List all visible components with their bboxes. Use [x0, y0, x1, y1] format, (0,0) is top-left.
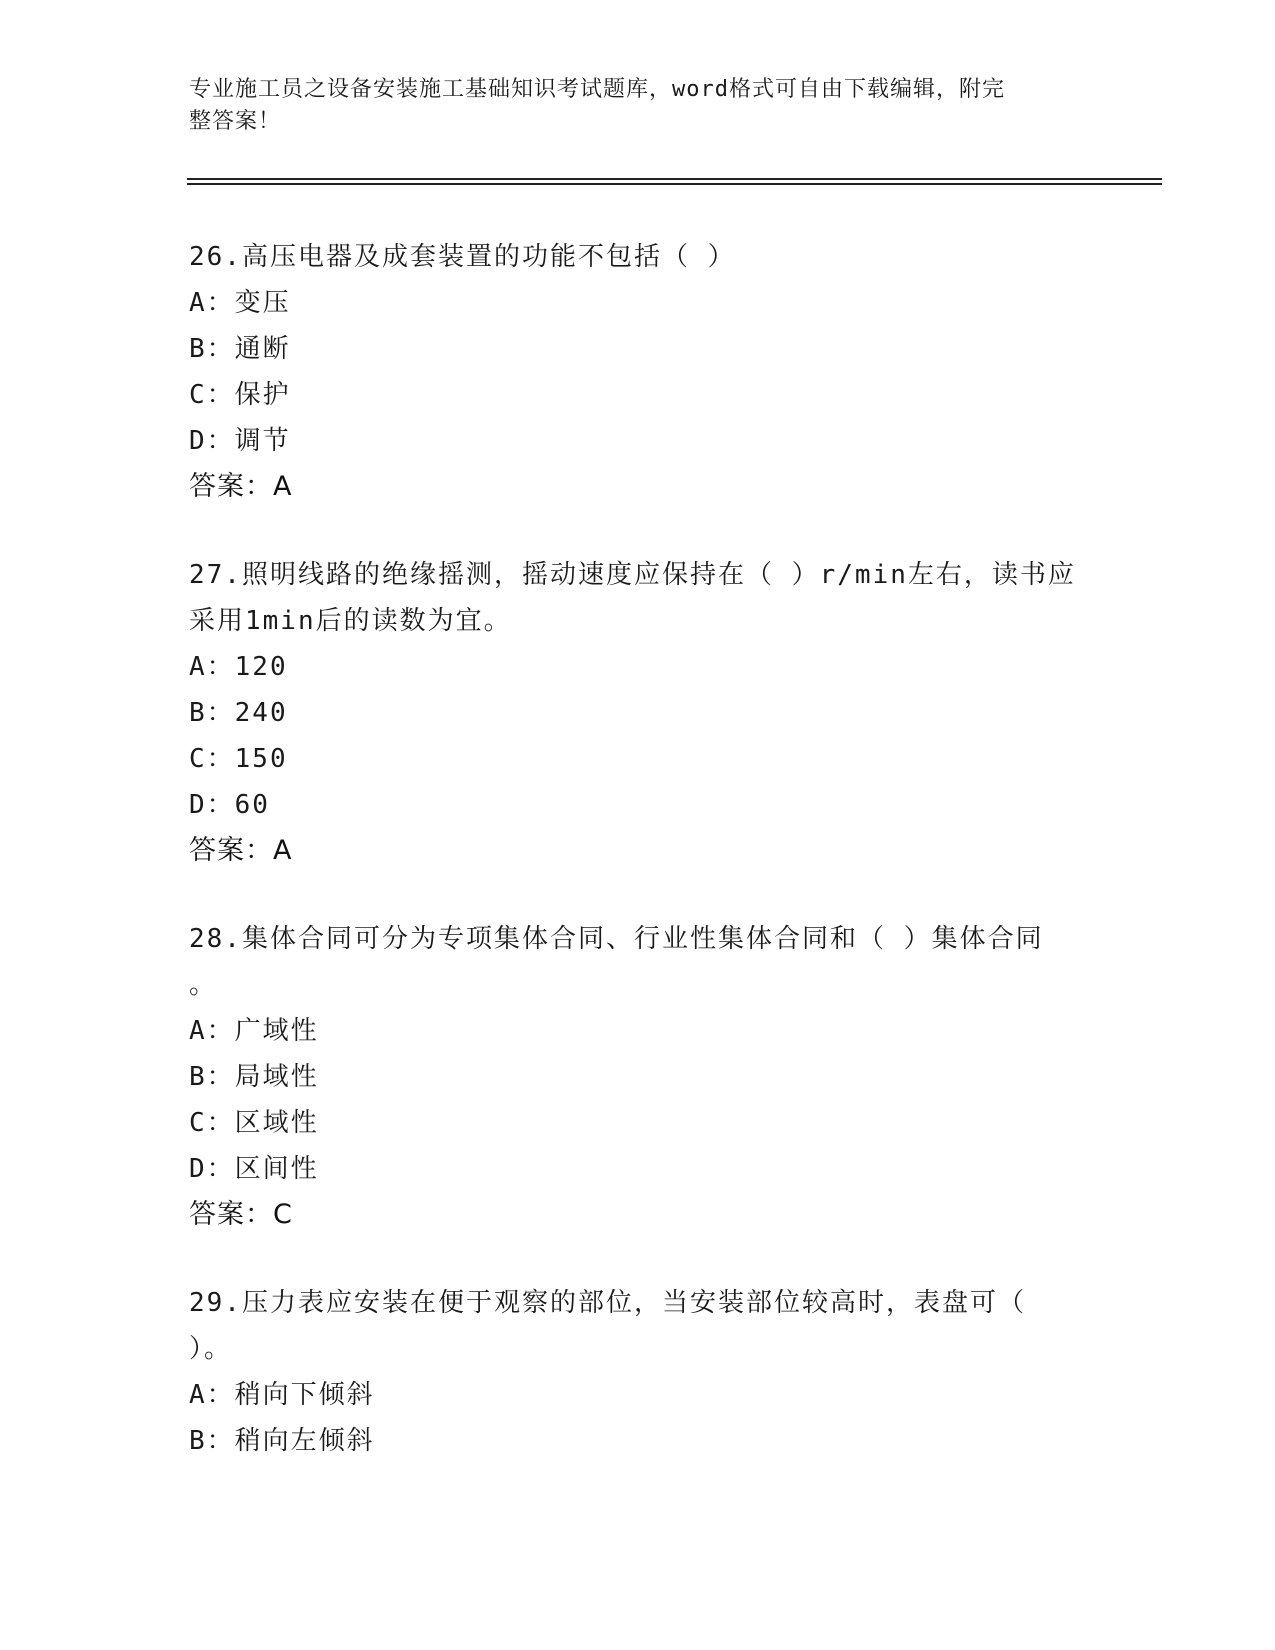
intro-line-1: 专业施工员之设备安装施工基础知识考试题库，word格式可自由下载编辑，附完 [189, 77, 1005, 102]
option-c: C：区域性 [189, 1108, 319, 1138]
option-a: A：120 [189, 652, 288, 682]
answer: 答案：C [189, 1199, 293, 1230]
question-stem-line-2: 。 [189, 970, 218, 1000]
option-a: A：变压 [189, 288, 291, 318]
option-b: B：240 [189, 698, 288, 728]
question-29 [189, 1280, 1089, 1464]
question-stem-line-2: ）。 [189, 1334, 233, 1364]
document-intro [189, 74, 1089, 138]
question-stem-line-1: 27.照明线路的绝缘摇测，摇动速度应保持在（ ）r/min左右，读书应 [189, 560, 1076, 590]
option-d: D：区间性 [189, 1154, 319, 1184]
option-b: B：稍向左倾斜 [189, 1426, 375, 1456]
option-d: D：调节 [189, 426, 291, 456]
question-stem-line-1: 29.压力表应安装在便于观察的部位，当安装部位较高时，表盘可（ [189, 1288, 1026, 1318]
question-28 [189, 916, 1089, 1238]
intro-line-2: 整答案！ [189, 109, 282, 134]
option-b: B：通断 [189, 334, 291, 364]
question-stem: 26.高压电器及成套装置的功能不包括（ ） [189, 242, 736, 272]
option-a: A：稍向下倾斜 [189, 1380, 375, 1410]
question-stem-line-2: 采用1min后的读数为宜。 [189, 606, 512, 636]
option-c: C：150 [189, 744, 288, 774]
question-26 [189, 234, 1089, 510]
answer: 答案：A [189, 471, 293, 502]
answer: 答案：A [189, 835, 293, 866]
option-b: B：局域性 [189, 1062, 319, 1092]
option-c: C：保护 [189, 380, 291, 410]
header-double-rule [187, 178, 1162, 185]
question-27 [189, 552, 1089, 874]
option-d: D：60 [189, 790, 270, 820]
question-list [189, 234, 1089, 1506]
option-a: A：广域性 [189, 1016, 319, 1046]
question-stem-line-1: 28.集体合同可分为专项集体合同、行业性集体合同和（ ）集体合同 [189, 924, 1044, 954]
